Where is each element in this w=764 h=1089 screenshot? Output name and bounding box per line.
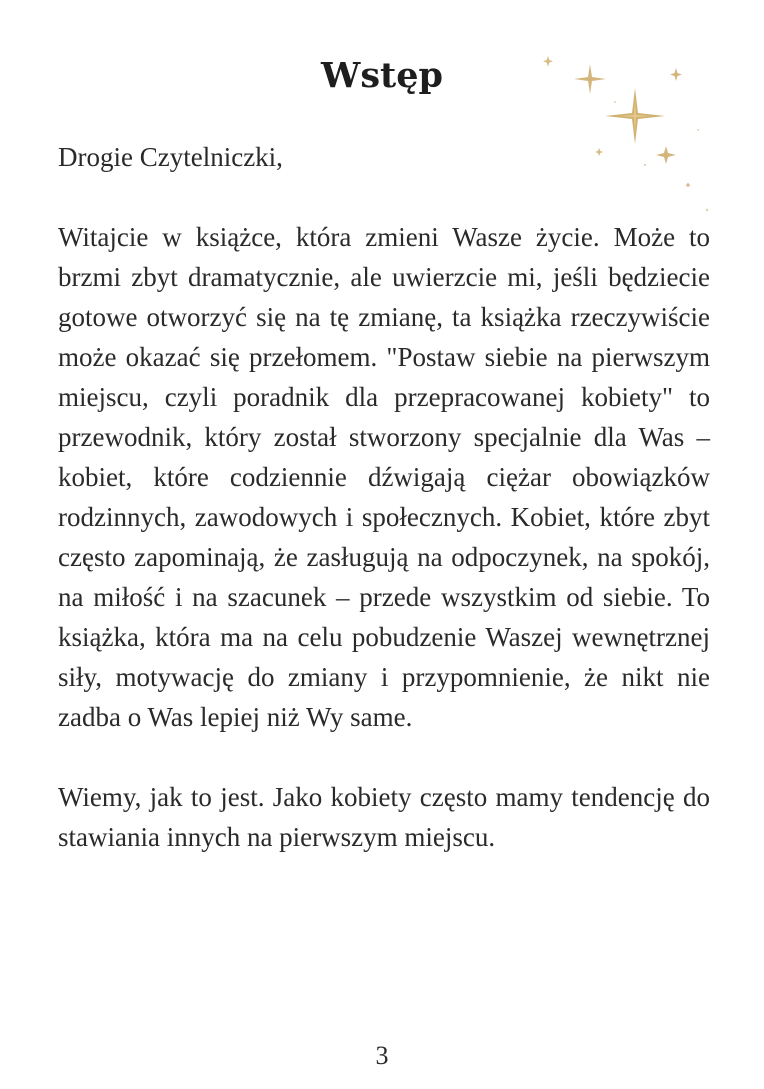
medium-star-icon: [574, 64, 606, 94]
greeting-line: Drogie Czytelniczki,: [58, 142, 283, 172]
page-number: 3: [375, 1041, 389, 1070]
chapter-body: [58, 137, 710, 857]
paragraph-2: Wiemy, jak to jest. Jako kobiety często mamy tendencję do stawiania innych na pierwszym miejscu.: [58, 782, 710, 852]
small-star-icon: [670, 68, 682, 81]
page-title: Wstęp: [321, 55, 443, 96]
paragraph-1: Witajcie w książce, która zmieni Wasze życie. Może to brzmi zbyt dramatycznie, ale uwierzcie mi, jeśli będziecie gotowe otworzyć się na tę zmianę, ta książka rzeczywiście może okazać się przełomem. "Postaw siebie na pierwszym miejscu, czyli poradnik dla przepracowanej kobiety" to przewodnik, który został stworzony specjalnie dla Was – kobiet, które codziennie dźwigają ciężar obowiązków rodzinnych, zawodowych i społecznych. Kobiet, które zbyt często zapominają, że zasługują na odpoczynek, na spokój, na miłość i na szacunek – przede wszystkim od siebie. To książka, która ma na celu pobudzenie Waszej wewnętrznej siły, motywację do zmiany i przypomnienie, że nikt nie zadba o Was lepiej niż Wy same.: [58, 222, 710, 732]
